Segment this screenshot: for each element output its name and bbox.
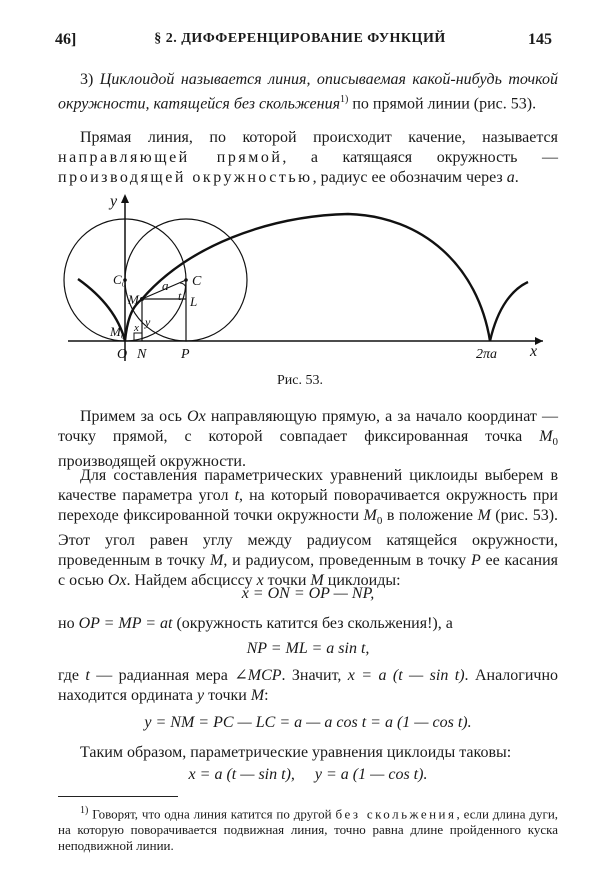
- definition-text: Циклоидой называется линия, описываемая какой-нибудь точкой окружности, катящейся без скольжения: [58, 71, 559, 113]
- center-c: [184, 278, 188, 282]
- equation-x-on: x = ON = OP — NP,: [241, 585, 375, 602]
- cycloid-arch: [125, 214, 490, 341]
- term-directrix: направляющей прямой: [58, 149, 283, 166]
- page-number: 145: [528, 31, 552, 48]
- y-axis-arrow: [121, 194, 129, 203]
- paragraph-op-equals: но OP = MP = at (окружность катится без скольжения!), а: [58, 615, 453, 632]
- term-generating-circle: производящей окружностью: [58, 169, 313, 186]
- running-head-section: 46]: [55, 31, 77, 48]
- footnote: $^{1)}$ Говорят, что одна линия катится по другой без скольжения, если длина дуги, на которую поворачивается подвижная линия, точно равна длине пройденного куска неподвижной линии.: [58, 805, 559, 854]
- label-2pi-a: 2πa: [476, 347, 498, 362]
- label-y-axis: y: [110, 193, 118, 210]
- label-o: O: [117, 347, 128, 362]
- cycloid-right-branch: [490, 282, 528, 341]
- arc-mp-equation: OP = MP = at: [78, 615, 173, 632]
- label-c: C: [192, 274, 202, 289]
- label-c0: C₀: [113, 272, 127, 287]
- label-m0: M₀: [110, 324, 126, 339]
- running-head-title: § 2. ДИФФЕРЕНЦИРОВАНИЕ ФУНКЦИЙ: [154, 31, 446, 46]
- paragraph-cycloid-definition: 3) Циклоидой называется линия, описываемая какой-нибудь точкой окружности, катящейся без скольжения$^{1)}$ по прямой линии (рис. 53).: [58, 71, 559, 113]
- label-x-abscissa: x: [134, 322, 139, 334]
- label-p: P: [181, 347, 190, 362]
- label-a: a: [162, 278, 169, 293]
- label-y-ordinate: y: [145, 315, 151, 329]
- label-n: N: [137, 347, 147, 362]
- equation-cycloid-parametric: x = a (t — sin t), y = a (1 — cos t).: [188, 766, 428, 783]
- footnote-ref: 1): [340, 94, 349, 105]
- point-m: [140, 297, 144, 301]
- paragraph-coordinates: Примем за ось Ox направляющую прямую, а за начало координат — точку прямой, с которой совпадает фиксированная точка $M_0$ производящей окружности.: [58, 408, 559, 471]
- paragraph-directrix: Прямая линия, по которой происходит качение, называется направляющей прямой, а катящаяся окружность — производящей окружностью, радиус ее обозначим через a.: [58, 129, 558, 186]
- label-m: M: [128, 292, 139, 307]
- equation-y-nm: y = NM = PC — LC = a — a cos t = a (1 — cos t).: [144, 714, 472, 731]
- label-t: t: [178, 289, 182, 303]
- paragraph-radian-measure: где t — радианная мера ∠MCP. Значит, x = a (t — sin t). Аналогично находится ордината y точки M:: [58, 667, 559, 704]
- footnote-rule: [58, 796, 178, 797]
- figure-caption: Рис. 53.: [277, 373, 323, 388]
- paragraph-parameter: Для составления параметрических уравнений циклоиды выберем в качестве параметра угол t, на который поворачивается окружность при переходе фиксированной точки окружности $M_0$ в положение M (рис. 53). Этот угол равен углу между радиусом катящейся окружности, проведенным в точку M, и радиусом, проведенным в точку P ее касания с осью Ox. Найдем абсциссу x точки M циклоиды:: [58, 467, 559, 590]
- label-x-axis: x: [530, 343, 538, 360]
- paragraph-conclusion: Таким образом, параметрические уравнения циклоиды таковы:: [80, 744, 512, 761]
- label-l: L: [190, 294, 198, 309]
- equation-np-ml: NP = ML = a sin t,: [246, 640, 370, 657]
- figure-53-cycloid: [58, 186, 548, 366]
